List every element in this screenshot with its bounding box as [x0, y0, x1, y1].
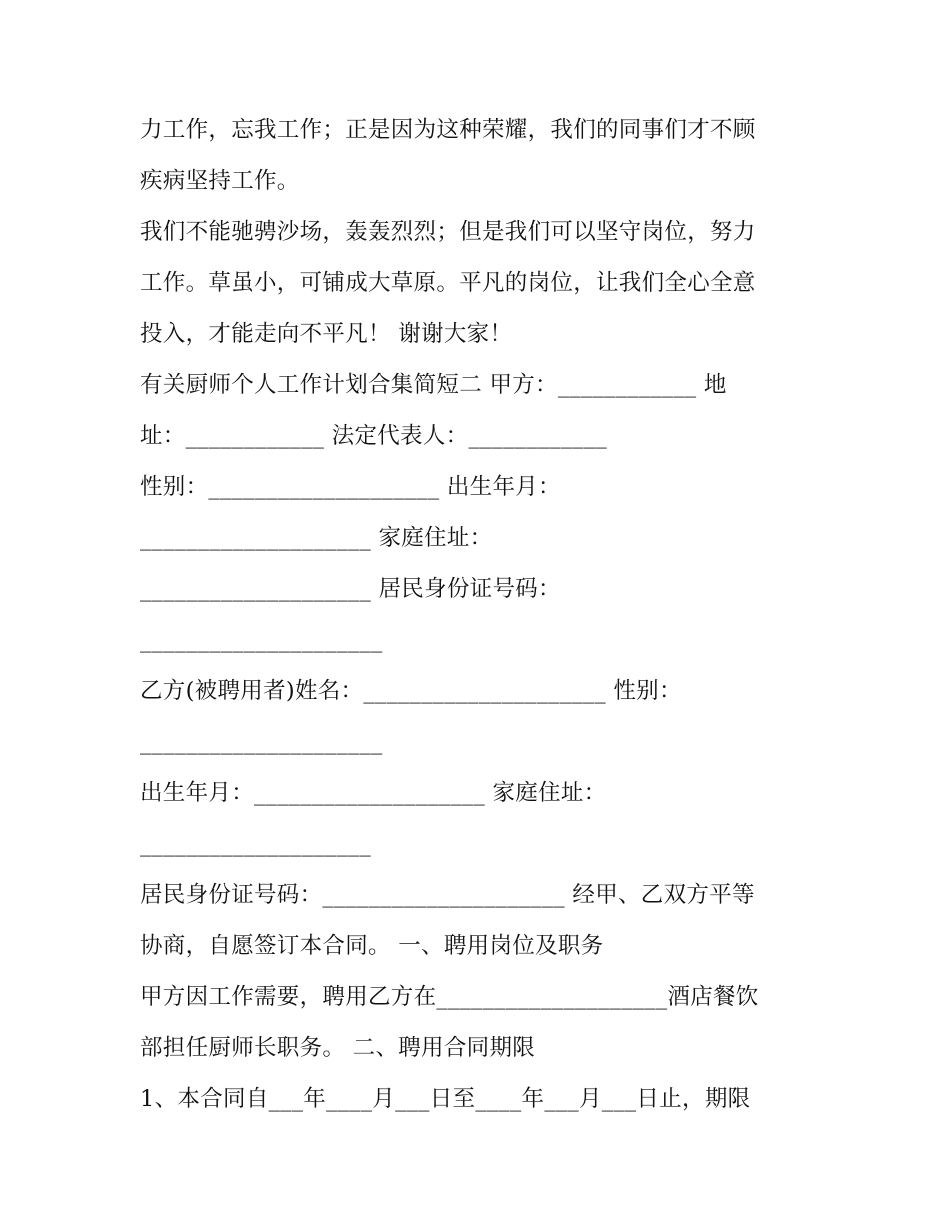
text-line: 有关厨师个人工作计划合集简短二 甲方：____________ 地 — [140, 372, 727, 398]
text-line: 协商，自愿签订本合同。 一、聘用岗位及职务 — [140, 933, 604, 959]
text-line: 部担任厨师长职务。 二、聘用合同期限 — [140, 1035, 536, 1061]
text-line: 址：____________ 法定代表人：____________ — [140, 423, 608, 449]
text-line: ____________________ — [140, 831, 371, 857]
text-line: 乙方(被聘用者)姓名：_____________________ 性别： — [140, 678, 682, 704]
text-line: _____________________ — [140, 729, 383, 755]
text-line: ____________________ 居民身份证号码： — [140, 576, 561, 602]
text-line: 1、本合同自___年____月___日至____年___月___日止，期限 — [140, 1086, 751, 1112]
text-line: 力工作，忘我工作；正是因为这种荣耀，我们的同事们才不顾 — [140, 117, 756, 143]
text-line: _____________________ — [140, 627, 383, 653]
document-body — [140, 105, 830, 1125]
text-line: 投入，才能走向不平凡！ 谢谢大家！ — [140, 321, 513, 347]
text-line: 居民身份证号码：_____________________ 经甲、乙双方平等 — [140, 882, 755, 908]
text-line: 出生年月：____________________ 家庭住址： — [140, 780, 607, 806]
text-line: 疾病坚持工作。 — [140, 168, 300, 194]
text-line: 甲方因工作需要，聘用乙方在____________________酒店餐饮 — [140, 984, 759, 1010]
text-line: 我们不能驰骋沙场，轰轰烈烈；但是我们可以坚守岗位，努力 — [140, 219, 756, 245]
text-line: 性别：____________________ 出生年月： — [140, 474, 561, 500]
text-line: ____________________ 家庭住址： — [140, 525, 493, 551]
text-line: 工作。草虽小，可铺成大草原。平凡的岗位，让我们全心全意 — [140, 270, 756, 296]
